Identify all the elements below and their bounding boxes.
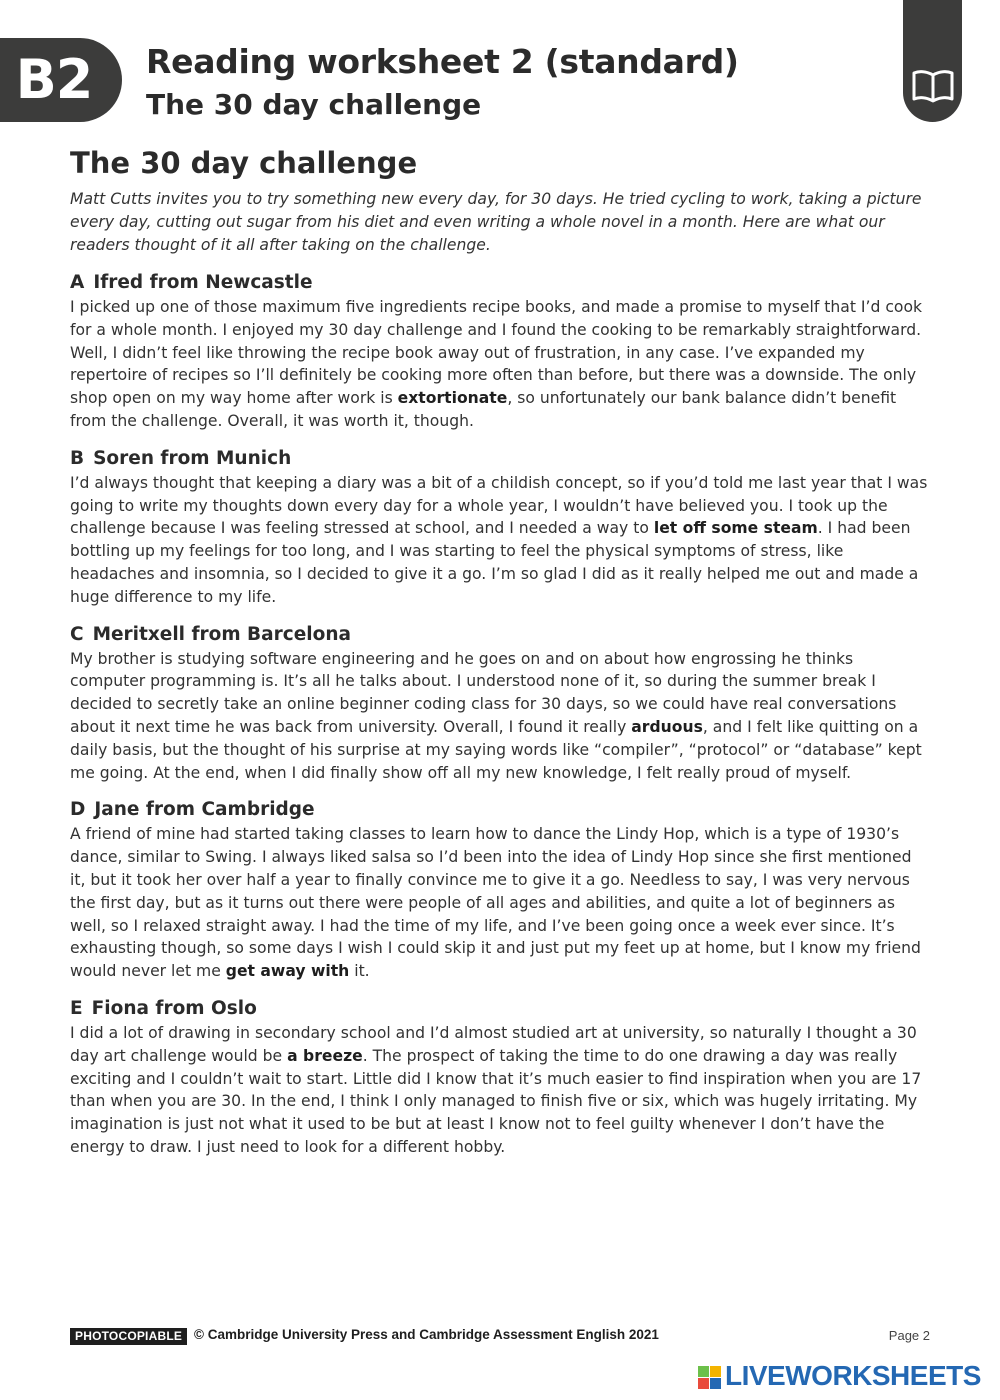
section-letter: C [70,623,84,645]
section-text [70,472,928,609]
text-before-highlight: A friend of mine had started taking classes to learn how to dance the Lindy Hop, which is a type of 1930’s dance, similar to Swing. I always liked salsa so I’d been into the idea of Lindy Hop since she first mentioned it, but it took her over half a year to finally convince me to give it a go. Needless to say, I was very nervous the first day, but as it turns out there were people of all ages and abilities, and quite a lot of beginners as well, so I relaxed straight away. I had the time of my life, and I’ve been going once a week ever since. It’s exhausting though, so some days I wish I could skip it and just put my feet up at home, but I know my friend would never let me [70,825,921,981]
section-author: Ifred from Newcastle [93,272,313,293]
section-heading [70,797,928,823]
section-letter: D [70,799,86,821]
text-before-highlight: My brother is studying software engineering and he goes on and on about how engrossing he thinks computer programming is. It’s all he talks about. I understood none of it, so during the summer break I decided to secretly take an online beginner coding class for 30 days, so we could have real conversations about it next time he was back from university. Overall, I found it really [70,649,897,736]
text-after-highlight: , and I felt like quitting on a daily basis, but the thought of his surprise at my saying words like “compiler”, “protocol” or “database” kept me going. At the end, when I did finally show off all my new knowledge, I felt really proud of myself. [70,717,922,782]
level-badge: B2 [0,38,122,122]
highlighted-phrase: arduous [631,717,703,736]
footer [70,1326,930,1348]
text-after-highlight: . I had been bottling up my feelings for too long, and I was starting to feel the physical symptoms of stress, like headaches and insomnia, so I decided to give it a go. I’m so glad I did as it really helped me out and made a huge difference to my life. [70,519,919,606]
highlighted-phrase: get away with [225,962,350,981]
worksheet-title: Reading worksheet 2 (standard) [146,42,739,81]
article [70,146,928,1159]
article-title: The 30 day challenge [70,146,418,180]
article-intro: Matt Cutts invites you to try something new every day, for 30 days. He tried cycling to work, taking a picture every day, cutting out sugar from his diet and even writing a whole novel in a month. Here are what our readers thought of it all after taking on the challenge. [70,190,922,254]
section-letter: A [70,272,85,293]
liveworksheets-logo [698,1362,994,1392]
text-before-highlight: I picked up one of those maximum five ingredients recipe books, and made a promise to myself that I’d cook for a whole month. I enjoyed my 30 day challenge and I found the cooking to be remarkably straightforward. Well, I didn’t feel like throwing the recipe book away out of frustration, in any case. I’ve expanded my repertoire of recipes so I’ll definitely be cooking more often than before, but there was a downside. The only shop open on my way home after work is [70,298,923,408]
section-heading [70,622,928,648]
reader-sections [70,270,928,1159]
section-text [70,823,928,983]
section-heading [70,446,928,472]
section-text [70,1022,928,1159]
worksheet-subtitle: The 30 day challenge [146,88,482,121]
reading-tab [903,0,962,122]
page-number: Page 2 [888,1328,930,1343]
copyright-notice: © Cambridge University Press and Cambridge Assessment English 2021 [194,1327,659,1342]
section-author: Jane from Cambridge [94,799,315,821]
section-author: Soren from Munich [93,447,292,469]
section-heading [70,996,928,1022]
section-letter: E [70,997,83,1019]
section-letter: B [70,447,85,469]
highlighted-phrase: a breeze [287,1046,363,1065]
highlighted-phrase: let off some steam [653,519,818,538]
section-author: Fiona from Oslo [91,997,257,1019]
text-before-highlight: I’d always thought that keeping a diary was a bit of a childish concept, so if you’d told me last year that I was going to write my thoughts down every day for a whole year, I wouldn’t have believed you. I took up the challenge because I was feeling stressed at school, and I needed a way to [70,473,928,538]
highlighted-phrase: extortionate [397,389,508,408]
logo-text: LIVEWORKSHEETS [725,1360,981,1391]
section-text [70,648,928,785]
section-text [70,296,928,433]
section-author: Meritxell from Barcelona [92,623,351,645]
text-before-highlight: I did a lot of drawing in secondary school and I’d almost studied art at university, so naturally I thought a 30 day art challenge would be [70,1023,917,1065]
text-after-highlight: , so unfortunately our bank balance didn’t benefit from the challenge. Overall, it was worth it, though. [70,389,897,430]
logo-grid-icon [698,1366,722,1390]
text-after-highlight: it. [349,962,370,981]
text-after-highlight: . The prospect of taking the time to do one drawing a day was really exciting and I couldn’t wait to start. Little did I know that it’s much easier to find inspiration when you are 17 than when you are 30. In the end, I think I only managed to finish five or six, which was hugely irritating. My imagination is just not what it used to be but at least I know not to feel guilty whenever I don’t have the energy to draw. I just need to look for a different hobby. [70,1046,922,1156]
photocopiable-badge: PHOTOCOPIABLE [70,1328,187,1345]
open-book-icon [911,68,955,104]
section-heading [70,270,928,296]
